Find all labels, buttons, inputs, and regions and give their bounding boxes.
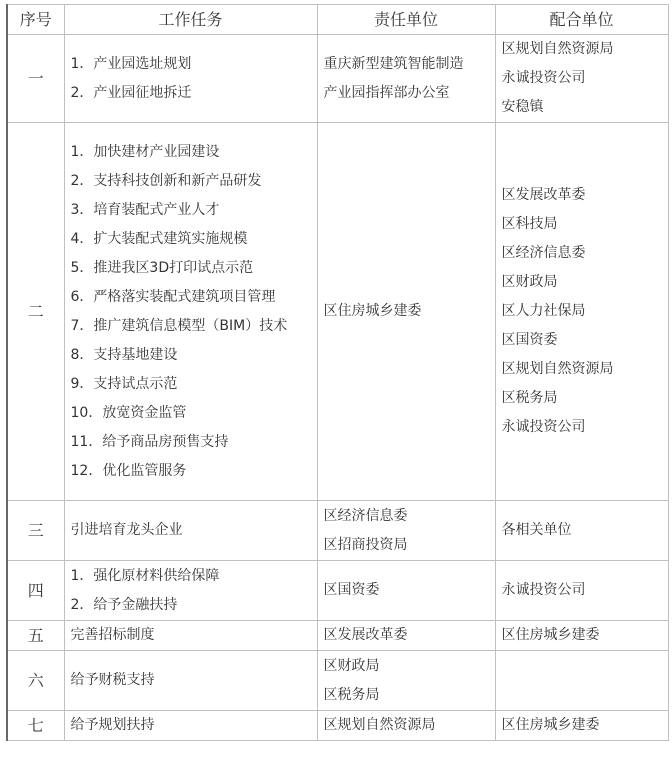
row-index: 七 — [7, 711, 64, 741]
cooperating-cell — [495, 501, 668, 561]
row-index: 二 — [7, 123, 64, 501]
row-index: 三 — [7, 501, 64, 561]
responsible-item: 区发展改革委 — [323, 627, 408, 643]
header-cooperating: 配合单位 — [495, 5, 668, 35]
cooperating-item: 永诚投资公司 — [501, 582, 586, 598]
task-item: 8．支持基地建设 — [70, 346, 178, 363]
responsible-item: 区招商投资局 — [323, 536, 408, 553]
row-index: 五 — [7, 621, 64, 651]
cooperating-item: 区税务局 — [501, 390, 558, 406]
task-item: 2．给予金融扶持 — [70, 596, 178, 613]
cooperating-item: 区住房城乡建委 — [501, 627, 600, 643]
header-task: 工作任务 — [64, 5, 317, 35]
responsible-item: 区住房城乡建委 — [323, 303, 422, 319]
table-row — [7, 35, 668, 123]
task-item: 3．培育装配式产业人才 — [70, 201, 220, 218]
task-item: 2．产业园征地拆迁 — [70, 84, 192, 101]
cooperating-cell — [495, 35, 668, 123]
task-cell — [64, 561, 317, 621]
cooperating-item: 区国资委 — [501, 332, 558, 348]
cooperating-item: 区科技局 — [501, 216, 558, 232]
responsible-cell — [317, 711, 495, 741]
task-cell — [64, 123, 317, 501]
responsible-cell — [317, 651, 495, 711]
responsible-cell — [317, 501, 495, 561]
task-cell — [64, 621, 317, 651]
cooperating-item: 区住房城乡建委 — [501, 717, 600, 733]
table-row — [7, 711, 668, 741]
cooperating-item: 永诚投资公司 — [501, 70, 586, 86]
responsible-item: 区财政局 — [323, 657, 380, 674]
responsible-item: 区规划自然资源局 — [323, 717, 436, 733]
responsible-item: 产业园指挥部办公室 — [323, 84, 450, 101]
cooperating-cell — [495, 561, 668, 621]
responsible-item: 区国资委 — [323, 582, 380, 598]
header-responsible: 责任单位 — [317, 5, 495, 35]
task-item: 2．支持科技创新和新产品研发 — [70, 172, 262, 189]
table-row — [7, 621, 668, 651]
responsible-item: 重庆新型建筑智能制造 — [323, 55, 464, 72]
cooperating-item: 永诚投资公司 — [501, 419, 586, 435]
table-row — [7, 561, 668, 621]
cooperating-item: 区规划自然资源局 — [501, 41, 614, 57]
task-item: 给予规划扶持 — [70, 717, 155, 733]
cooperating-item: 各相关单位 — [501, 522, 572, 538]
row-index: 六 — [7, 651, 64, 711]
task-cell — [64, 711, 317, 741]
cooperating-cell — [495, 621, 668, 651]
responsible-cell — [317, 561, 495, 621]
cooperating-item: 区经济信息委 — [501, 245, 586, 261]
responsible-cell — [317, 35, 495, 123]
task-item: 7．推广建筑信息模型（BIM）技术 — [70, 317, 288, 334]
task-table-wrapper — [6, 4, 669, 741]
row-index: 一 — [7, 35, 64, 123]
task-item: 1．加快建材产业园建设 — [70, 143, 220, 160]
row-index: 四 — [7, 561, 64, 621]
table-row — [7, 501, 668, 561]
responsible-item: 区税务局 — [323, 686, 380, 703]
task-item: 引进培育龙头企业 — [70, 522, 183, 538]
header-row — [7, 5, 668, 35]
task-table — [6, 4, 669, 741]
task-item: 1．强化原材料供给保障 — [70, 567, 220, 584]
cooperating-cell — [495, 651, 668, 711]
task-item: 4．扩大装配式建筑实施规模 — [70, 230, 248, 247]
task-cell — [64, 35, 317, 123]
task-item: 6．严格落实装配式建筑项目管理 — [70, 288, 276, 305]
table-row — [7, 123, 668, 501]
cooperating-item: 区财政局 — [501, 274, 558, 290]
cooperating-item: 区发展改革委 — [501, 187, 586, 203]
task-item: 11．给予商品房预售支持 — [70, 433, 229, 450]
task-item: 5．推进我区3D打印试点示范 — [70, 259, 254, 276]
task-cell — [64, 651, 317, 711]
responsible-cell — [317, 621, 495, 651]
task-cell — [64, 501, 317, 561]
task-item: 12．优化监管服务 — [70, 462, 187, 479]
cooperating-cell — [495, 123, 668, 501]
task-item: 1．产业园选址规划 — [70, 55, 192, 72]
task-item: 给予财税支持 — [70, 672, 155, 688]
task-item: 9．支持试点示范 — [70, 375, 178, 392]
task-item: 完善招标制度 — [70, 627, 155, 643]
cooperating-item: 安稳镇 — [501, 99, 544, 115]
responsible-item: 区经济信息委 — [323, 507, 408, 524]
responsible-cell — [317, 123, 495, 501]
cooperating-item: 区规划自然资源局 — [501, 361, 614, 377]
header-index: 序号 — [7, 5, 64, 35]
cooperating-item: 区人力社保局 — [501, 303, 586, 319]
task-item: 10．放宽资金监管 — [70, 404, 187, 421]
table-row — [7, 651, 668, 711]
cooperating-cell — [495, 711, 668, 741]
